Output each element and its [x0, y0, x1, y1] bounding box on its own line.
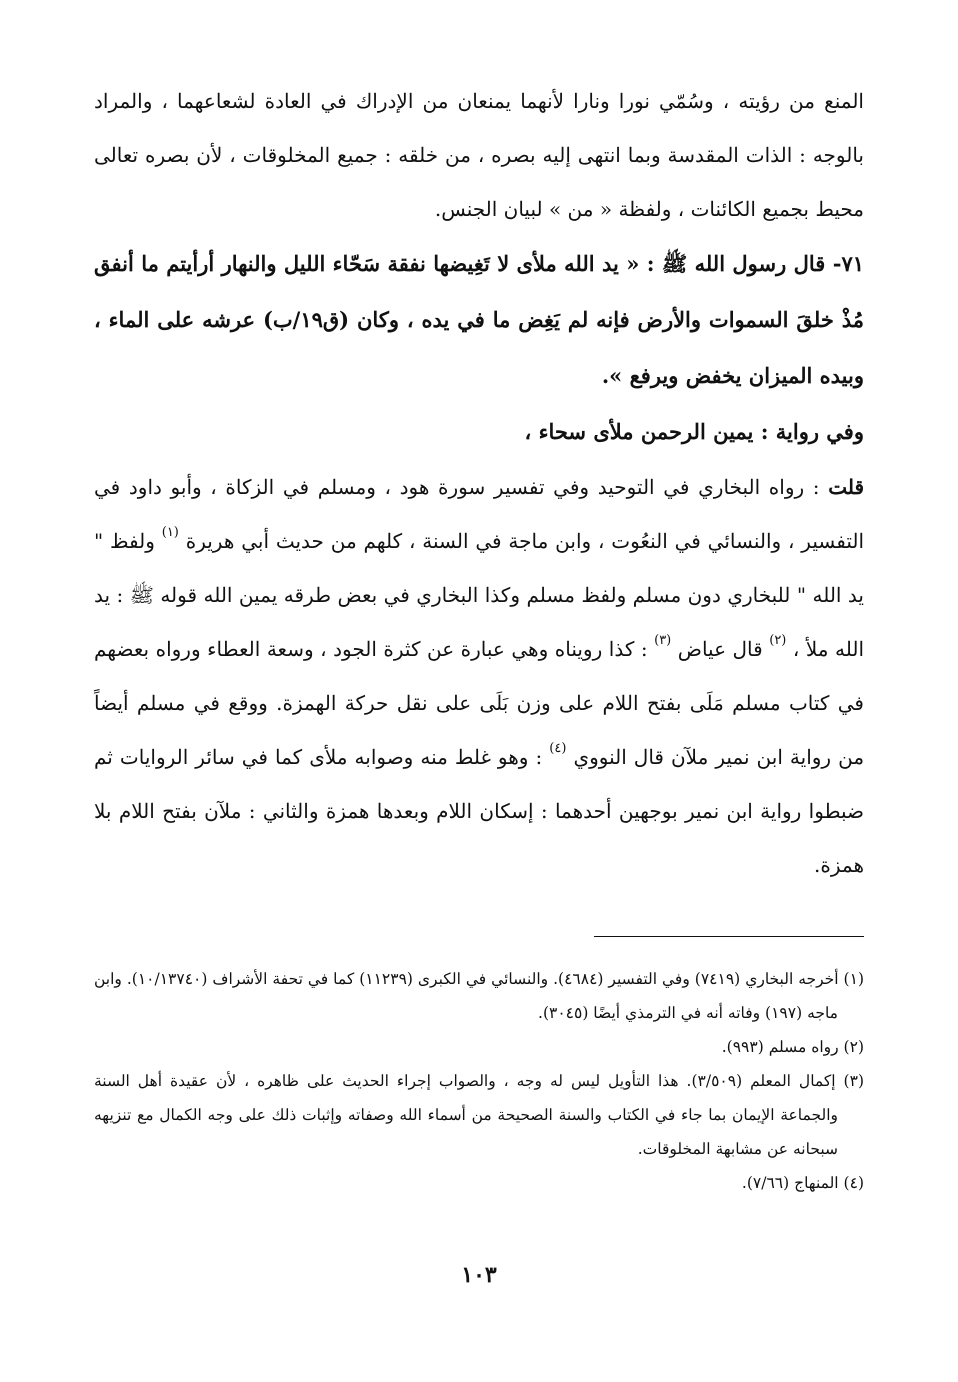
- footnote-text: المنهاج (٧/٦٦).: [741, 1174, 839, 1192]
- footnote-2: [94, 1030, 864, 1064]
- footnote-marker: (٣): [843, 1072, 864, 1090]
- footnote-ref-3: (٣): [654, 633, 672, 648]
- commentary-text-4: : كذا رويناه وهي عبارة عن كثرة الجود ، وسعة العطاء ورواه بعضهم في كتاب مسلم مَلَى بفتح اللام على وزن بَلَى على نقل حركة الهمزة. ووقع في مسلم أيضاً من رواية ابن نمير ملآن قال النووي: [94, 637, 865, 769]
- footnote-ref-4: (٤): [549, 741, 567, 756]
- footnotes: [94, 962, 864, 1200]
- commentary-text-5: : وهو غلط منه وصوابه ملأى كما في سائر الروايات ثم ضبطوا رواية ابن نمير بوجهين أحدهما : إسكان اللام وبعدها همزة والثاني : ملآن بفتح اللام بلا همزة.: [94, 745, 864, 877]
- hadith-text: قال رسول الله ﷺ : « يد الله ملأى لا تَغِيضها نفقة سَحّاء الليل والنهار أرأيتم ما أنفق مُذْ خلقَ السموات والأرض فإنه لم يَغِض ما في يده ، وكان (ق١٩/ب) عرشه على الماء ، وبيده الميزان يخفض ويرفع ».: [94, 251, 864, 388]
- footnote-1: [94, 962, 864, 1030]
- footnote-4: [94, 1166, 864, 1200]
- commentary-label: قلت: [828, 475, 865, 499]
- footnote-marker: (١): [843, 970, 864, 988]
- footnote-marker: (٢): [843, 1038, 864, 1056]
- hadith-paragraph: [94, 236, 864, 404]
- footnote-3: [94, 1064, 864, 1166]
- footnote-text: إكمال المعلم (٣/٥٠٩). هذا التأويل ليس له وجه ، والصواب إجراء الحديث على ظاهره ، لأن عقيدة أهل السنة والجماعة الإيمان بما جاء في الكتاب والسنة الصحيحة من أسماء الله وصفاته وإثبات ذلك على وجه الكمال مع تنزيهه سبحانه عن مشابهة المخلوقات.: [94, 1072, 838, 1158]
- explanation-paragraph: المنع من رؤيته ، وسُمّي نورا ونارا لأنهما يمنعان من الإدراك في العادة لشعاعهما ، والمراد بالوجه : الذات المقدسة وبما انتهى إليه بصره ، من خلقه : جميع المخلوقات ، لأن بصره تعالى محيط بجميع الكائنات ، ولفظة « من » لبيان الجنس.: [94, 89, 864, 221]
- commentary-text-2: ولفظ " يد الله " للبخاري دون مسلم ولفظ مسلم وكذا البخاري في بعض طرقه يمين الله قوله ﷺ : يد الله ملأ ،: [94, 529, 865, 661]
- footnote-separator: [594, 936, 864, 937]
- hadith-number: ٧١-: [832, 251, 865, 276]
- footnote-text: رواه مسلم (٩٩٣).: [721, 1038, 839, 1056]
- footnote-marker: (٤): [843, 1174, 864, 1192]
- commentary-paragraph: [94, 460, 864, 892]
- commentary-text-3: قال عياض: [677, 637, 763, 661]
- footnote-ref-2: (٢): [769, 633, 787, 648]
- hadith-variant: وفي رواية : يمين الرحمن ملأى سحاء ،: [524, 419, 864, 444]
- footnote-text: أخرجه البخاري (٧٤١٩) وفي التفسير (٤٦٨٤). والنسائي في الكبرى (١١٢٣٩) كما في تحفة الأشراف (١٠/١٣٧٤٠). وابن ماجه (١٩٧) وفاته أنه في الترمذي أيضًا (٣٠٤٥).: [94, 970, 839, 1022]
- commentary-text-1: : رواه البخاري في التوحيد وفي تفسير سورة هود ، ومسلم في الزكاة ، وأبو داود في التفسير ، والنسائي في النعُوت ، وابن ماجة في السنة ، كلهم من حديث أبي هريرة: [94, 475, 865, 553]
- page-number: ١٠٣: [461, 1262, 497, 1288]
- footnote-ref-1: (١): [161, 525, 179, 540]
- main-text: [94, 74, 864, 892]
